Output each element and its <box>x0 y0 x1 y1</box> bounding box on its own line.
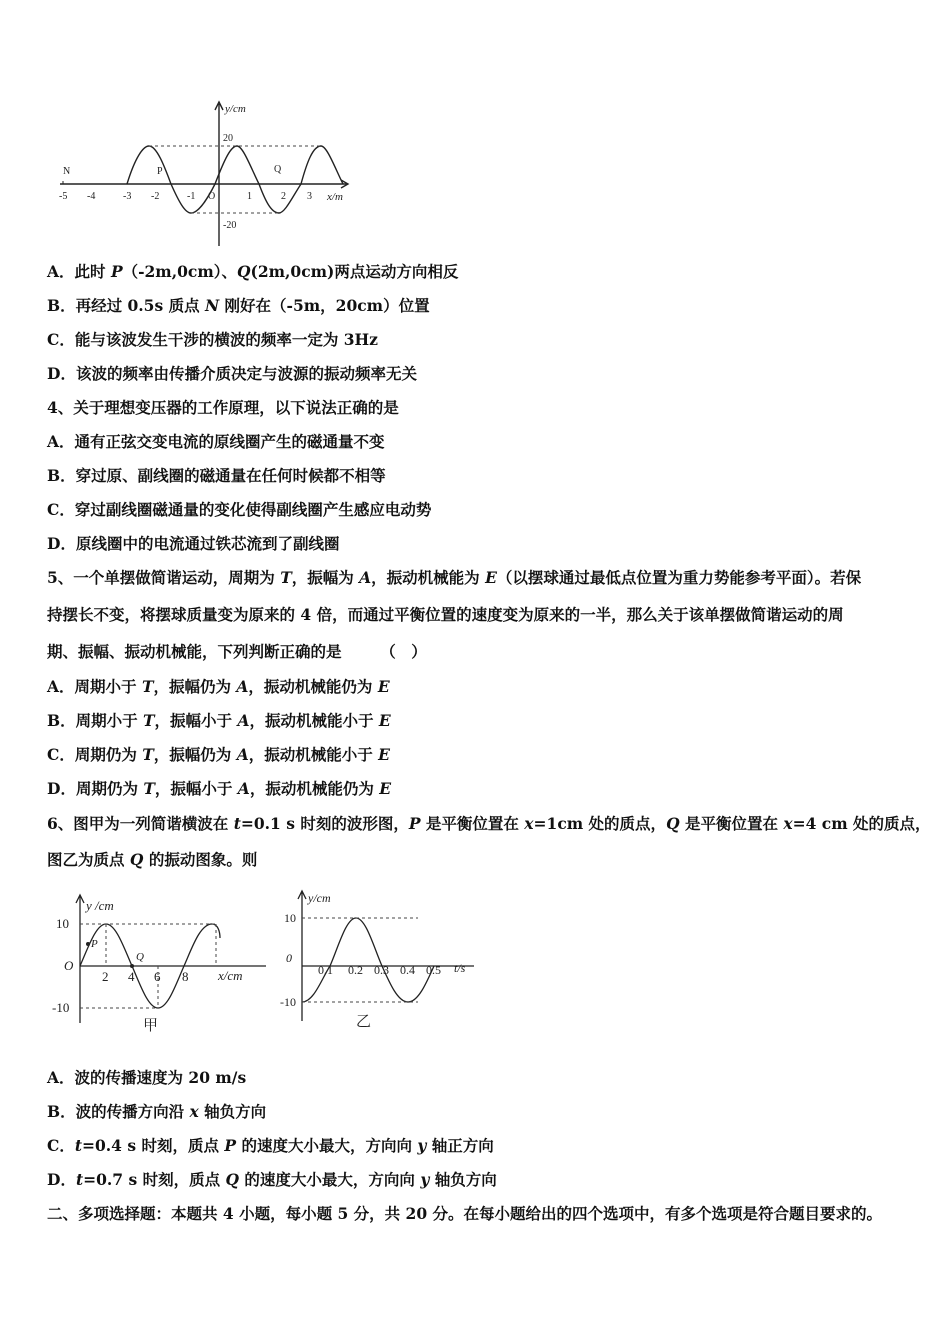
q4-stem: 4、关于理想变压器的工作原理，以下说法正确的是 <box>47 398 399 417</box>
q3-option-a: A．此时 P（-2m,0cm）、Q(2m,0cm)两点运动方向相反 <box>47 262 459 281</box>
x-tick: 2 <box>102 969 109 984</box>
q6-stem-line1: 6、图甲为一列简谐横波在 t=0.1 s 时刻的波形图，P 是平衡位置在 x=1cm 处的质点，Q 是平衡位置在 x=4 cm 处的质点， <box>47 814 931 833</box>
q5-stem-line3: 期、振幅、振动机械能，下列判断正确的是 （ ） <box>47 642 427 661</box>
point-label-n: N <box>63 166 71 177</box>
y-tick: 0 <box>286 951 292 965</box>
q6-option-b: B．波的传播方向沿 x 轴负方向 <box>47 1102 267 1121</box>
q5-option-d: D．周期仍为 T，振幅小于 A，振动机械能仍为 E <box>47 779 392 798</box>
q6-option-d: D．t=0.7 s 时刻，质点 Q 的速度大小最大，方向向 y 轴负方向 <box>47 1170 497 1189</box>
q6-stem-line2: 图乙为质点 Q 的振动图象。则 <box>47 850 258 869</box>
y-tick: 10 <box>284 911 296 925</box>
x-tick: -3 <box>123 191 132 202</box>
figure-caption: 甲 <box>143 1018 159 1034</box>
yi-vibration-curve <box>302 918 434 1002</box>
y-tick: -10 <box>280 995 296 1009</box>
x-tick: 0.1 <box>318 963 333 977</box>
section-2-heading: 二、多项选择题：本题共 4 小题，每小题 5 分，共 20 分。在每小题给出的四个选项中，有多个选项是符合题目要求的。 <box>47 1204 883 1223</box>
y-axis-label: y /cm <box>86 898 114 913</box>
x-tick: 1 <box>247 191 252 202</box>
q5-option-a: A．周期小于 T，振幅仍为 A，振动机械能仍为 E <box>47 677 390 696</box>
figure-caption: 乙 <box>356 1014 372 1030</box>
y-axis-label: y/cm <box>308 891 331 905</box>
wave-figure-1 <box>55 98 355 248</box>
x-tick: 0.5 <box>426 963 441 977</box>
x-tick: 6 <box>154 969 161 984</box>
x-tick: 0.4 <box>400 963 415 977</box>
x-tick: 4 <box>128 969 135 984</box>
y-axis-label: y/cm <box>225 103 246 115</box>
x-tick: 3 <box>307 191 312 202</box>
x-tick: -5 <box>59 191 68 202</box>
q4-option-c: C．穿过副线圈磁通量的变化使得副线圈产生感应电动势 <box>47 500 432 519</box>
q5-stem-line1: 5、一个单摆做简谐运动，周期为 T，振幅为 A，振动机械能为 E（以摆球通过最低点位置为重力势能参考平面）。若保 <box>47 568 862 587</box>
q5-stem-line2: 持摆长不变，将摆球质量变为原来的 4 倍，而通过平衡位置的速度变为原来的一半，那么关于该单摆做简谐运动的周 <box>47 605 844 624</box>
x-axis-label: x/cm <box>218 968 243 983</box>
q6-option-c: C．t=0.4 s 时刻，质点 P 的速度大小最大，方向向 y 轴正方向 <box>47 1136 494 1155</box>
q6-option-a: A．波的传播速度为 20 m/s <box>47 1068 247 1087</box>
x-tick: -2 <box>151 191 160 202</box>
q3-option-b: B．再经过 0.5s 质点 N 刚好在（-5m，20cm）位置 <box>47 296 430 315</box>
wave-figure-jia <box>48 888 273 1038</box>
q4-option-d: D．原线圈中的电流通过铁芯流到了副线圈 <box>47 534 340 553</box>
vibration-figure-yi <box>278 886 488 1036</box>
q3-option-c: C．能与该波发生干涉的横波的频率一定为 3Hz <box>47 330 378 349</box>
q5-option-c: C．周期仍为 T，振幅仍为 A，振动机械能小于 E <box>47 745 390 764</box>
x-tick: 2 <box>281 191 286 202</box>
x-tick: 0.2 <box>348 963 363 977</box>
point-label-q: Q <box>274 164 282 175</box>
q4-option-a: A．通有正弦交变电流的原线圈产生的磁通量不变 <box>47 432 385 451</box>
q3-option-d: D．该波的频率由传播介质决定与波源的振动频率无关 <box>47 364 417 383</box>
wave-curve <box>127 146 343 213</box>
x-tick: -1 <box>187 191 196 202</box>
point-label-p: P <box>91 938 98 950</box>
x-tick: 0.3 <box>374 963 389 977</box>
x-tick: O <box>208 191 216 202</box>
x-tick: 8 <box>182 969 189 984</box>
q5-option-b: B．周期小于 T，振幅小于 A，振动机械能小于 E <box>47 711 391 730</box>
y-tick: -10 <box>52 1000 70 1015</box>
y-tick: O <box>64 958 74 973</box>
x-axis-label: x/m <box>327 191 343 203</box>
y-tick: -20 <box>223 220 237 231</box>
x-axis-label: t/s <box>454 961 466 975</box>
point-label-p: P <box>157 166 163 177</box>
y-tick: 20 <box>223 133 233 144</box>
x-tick: -4 <box>87 191 96 202</box>
y-tick: 10 <box>56 916 69 931</box>
point-label-q: Q <box>136 951 144 963</box>
q4-option-b: B．穿过原、副线圈的磁通量在任何时候都不相等 <box>47 466 386 485</box>
